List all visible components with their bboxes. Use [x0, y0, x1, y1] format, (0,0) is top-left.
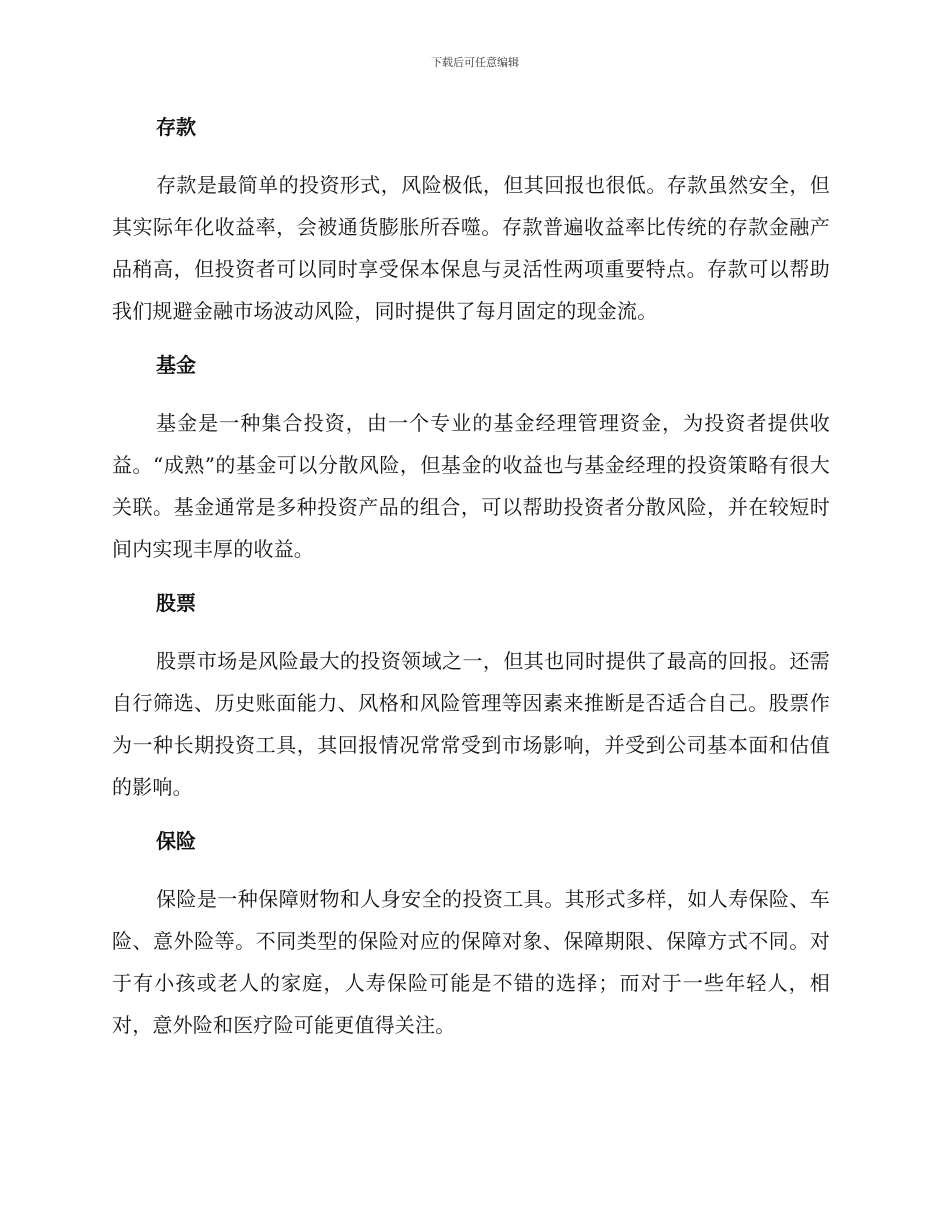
- section-body-stock: 股票市场是风险最大的投资领域之一，但其也同时提供了最高的回报。还需自行筛选、历史账面能力、风格和风险管理等因素来推断是否适合自己。股票作为一种长期投资工具，其回报情况常常受到市场影响，并受到公司基本面和估值的影响。: [112, 649, 830, 799]
- section-body-fund: 基金是一种集合投资，由一个专业的基金经理管理资金，为投资者提供收益。“成熟”的基金可以分散风险，但基金的收益也与基金经理的投资策略有很大关联。基金通常是多种投资产品的组合，可以帮助投资者分散风险，并在较短时间内实现丰厚的收益。: [112, 411, 830, 561]
- section-stock: [112, 584, 830, 808]
- section-title-fund: 基金: [156, 353, 196, 377]
- header-note: 下载后可任意编辑: [431, 56, 519, 69]
- section-body-deposit: 存款是最简单的投资形式，风险极低，但其回报也很低。存款虽然安全，但其实际年化收益率，会被通货膨胀所吞噬。存款普遍收益率比传统的存款金融产品稍高，但投资者可以同时享受保本保息与灵活性两项重要特点。存款可以帮助我们规避金融市场波动风险，同时提供了每月固定的现金流。: [112, 173, 830, 323]
- section-fund: [112, 346, 830, 570]
- section-deposit: [112, 108, 830, 332]
- section-insurance: [112, 822, 830, 1046]
- section-body-insurance: 保险是一种保障财物和人身安全的投资工具。其形式多样，如人寿保险、车险、意外险等。不同类型的保险对应的保障对象、保障期限、保障方式不同。对于有小孩或老人的家庭，人寿保险可能是不错的选择；而对于一些年轻人，相对，意外险和医疗险可能更值得关注。: [112, 887, 830, 1037]
- section-title-deposit: 存款: [156, 115, 196, 139]
- section-title-stock: 股票: [156, 591, 196, 615]
- document-content: [112, 108, 830, 1060]
- section-title-insurance: 保险: [156, 829, 196, 853]
